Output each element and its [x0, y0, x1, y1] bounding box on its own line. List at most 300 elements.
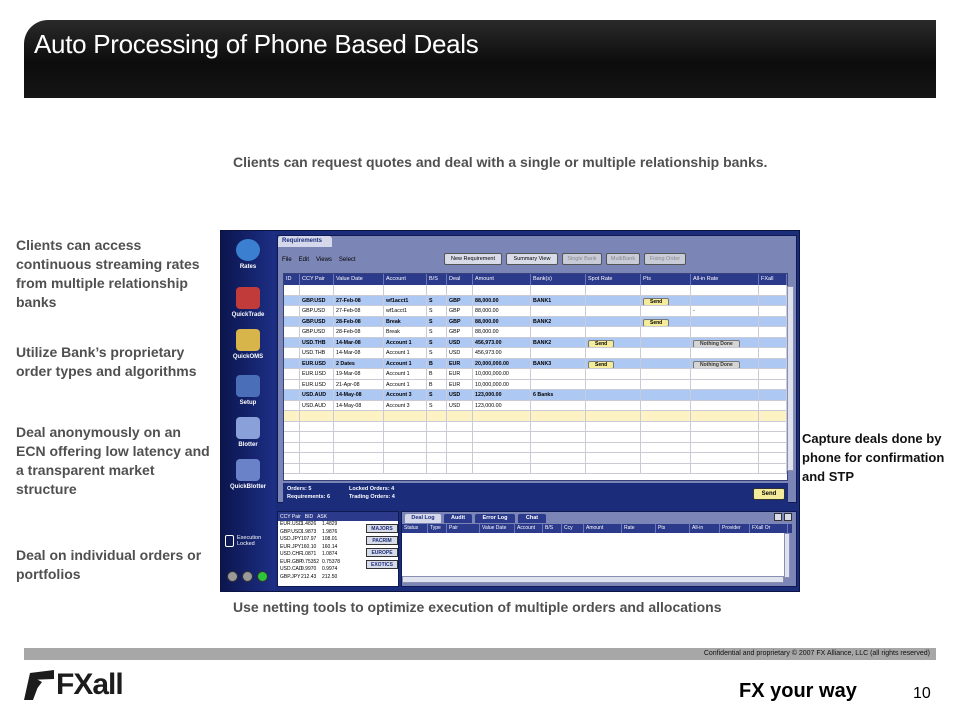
cell-deal [447, 285, 473, 295]
menu-edit[interactable]: Edit [298, 257, 310, 263]
cell-banks: 6 Banks [531, 390, 586, 400]
region-pacrim-button[interactable]: PACRIM [366, 536, 398, 545]
cell-empty [447, 464, 473, 474]
table-row[interactable] [284, 390, 787, 401]
globe-icon [236, 239, 260, 261]
cell-date: 14-Mar-08 [334, 338, 384, 348]
cell-banks [531, 348, 586, 358]
page-number: 10 [913, 685, 931, 702]
cell-pair [300, 285, 334, 295]
nav-rates[interactable]: Rates [221, 239, 275, 270]
table-row[interactable] [284, 411, 787, 422]
menu-select[interactable]: Select [338, 257, 356, 263]
cell-empty [284, 422, 300, 432]
cell-id [284, 390, 300, 400]
cell-empty [759, 443, 787, 453]
cell-empty [427, 464, 447, 474]
cell-amount: 123,000.00 [473, 390, 531, 400]
grid-footer [283, 483, 788, 503]
tab-error-log[interactable]: Error Log [475, 514, 515, 523]
cell-empty [384, 464, 427, 474]
cell-deal: GBP [447, 327, 473, 337]
cell-date: 27-Feb-08 [334, 296, 384, 306]
cell-spot [586, 327, 641, 337]
cell-account: Account 3 [384, 401, 427, 411]
cell-empty [473, 432, 531, 442]
log-col-allin[interactable]: All-in [690, 524, 720, 533]
fxall-logo-text: FXall [56, 668, 123, 701]
cell-empty [300, 422, 334, 432]
cell-spot [586, 380, 641, 390]
rate-ask: 108.01 [322, 536, 338, 542]
cell-date: 14-Mar-08 [334, 348, 384, 358]
orders-count: Orders: 5 [287, 486, 312, 492]
cell-id [284, 401, 300, 411]
cell-spot [586, 338, 641, 348]
cell-date: 21-Apr-08 [334, 380, 384, 390]
cell-empty [447, 432, 473, 442]
cell-empty [427, 422, 447, 432]
cell-amount: 88,000.00 [473, 306, 531, 316]
quicktrade-icon [236, 287, 260, 309]
summary-view-button[interactable]: Summary View [506, 253, 558, 265]
cell-allin: - [691, 306, 759, 316]
cell-allin [691, 369, 759, 379]
cell-pts [641, 359, 691, 369]
cell-fxall [759, 327, 787, 337]
cell-pair: GBP.USD [300, 306, 334, 316]
multibank-button[interactable]: MultiBank [606, 253, 640, 265]
cell-pts [641, 411, 691, 421]
table-row[interactable] [284, 317, 787, 328]
rate-ask: 212.50 [322, 573, 338, 580]
rate-bid: 1.4826 [301, 521, 317, 527]
cell-amount [473, 411, 531, 421]
region-exotics-button[interactable]: EXOTICS [366, 560, 398, 569]
cell-account: Break [384, 327, 427, 337]
caption-bottom: Use netting tools to optimize execution of multiple orders and allocations [233, 599, 722, 615]
cell-empty [586, 422, 641, 432]
cell-id [284, 338, 300, 348]
row-send-button[interactable]: Send [643, 319, 669, 327]
app-nav-sidebar [221, 231, 275, 592]
table-row[interactable] [284, 338, 787, 349]
cell-bs: S [427, 296, 447, 306]
cell-banks: BANK1 [531, 296, 586, 306]
cell-id [284, 296, 300, 306]
cell-pts [641, 296, 691, 306]
cell-date [334, 285, 384, 295]
cell-amount [473, 285, 531, 295]
cell-pts [641, 285, 691, 295]
cell-amount: 88,000.00 [473, 296, 531, 306]
cell-empty [641, 432, 691, 442]
cell-empty [641, 422, 691, 432]
cell-amount: 456,973.00 [473, 348, 531, 358]
cell-allin [691, 338, 759, 348]
cell-id [284, 285, 300, 295]
cell-allin [691, 380, 759, 390]
cell-deal: USD [447, 401, 473, 411]
col-id[interactable]: ID [284, 274, 300, 285]
cell-spot [586, 317, 641, 327]
col-amount[interactable]: Amount [473, 274, 531, 285]
restore-icon[interactable] [774, 513, 782, 521]
deal-log-header [402, 524, 792, 533]
rate-ask: 160.14 [322, 543, 338, 550]
deal-log-panel [401, 511, 797, 587]
tagline: FX your way [739, 680, 857, 702]
cell-account [384, 285, 427, 295]
rate-ask: 0.75378 [322, 558, 341, 565]
requirements-panel [277, 235, 797, 503]
cell-amount: 88,000.00 [473, 317, 531, 327]
col-account[interactable]: Account [384, 274, 427, 285]
cell-bs [427, 411, 447, 421]
cell-banks [531, 327, 586, 337]
menu-views[interactable]: Views [316, 257, 332, 263]
cell-allin [691, 390, 759, 400]
table-row[interactable] [284, 306, 787, 317]
cell-account: Account 1 [384, 369, 427, 379]
cell-amount: 88,000.00 [473, 327, 531, 337]
maximize-icon[interactable] [784, 513, 792, 521]
cell-date: 19-Mar-08 [334, 369, 384, 379]
cell-spot [586, 306, 641, 316]
rate-bid: 1.0871 [301, 551, 317, 557]
col-spot-rate[interactable]: Spot Rate [586, 274, 641, 285]
cell-allin [691, 317, 759, 327]
cell-empty [300, 464, 334, 474]
cell-empty [427, 443, 447, 453]
grid-vertical-scrollbar[interactable] [787, 286, 794, 471]
cell-banks: BANK2 [531, 317, 586, 327]
rate-bid: 0.9970 [301, 566, 317, 572]
cell-account: Break [384, 317, 427, 327]
cell-allin [691, 327, 759, 337]
cell-fxall [759, 338, 787, 348]
cell-empty [300, 443, 334, 453]
cell-amount: 10,000,000.00 [473, 380, 531, 390]
fxall-logo [24, 668, 123, 702]
row-send-button[interactable]: Send [588, 361, 614, 369]
rate-pair: USD.JPY [280, 536, 302, 542]
cell-empty [447, 422, 473, 432]
cell-banks: BANK2 [531, 338, 586, 348]
cell-allin [691, 296, 759, 306]
locked-orders-count: Locked Orders: 4 [349, 486, 395, 492]
rate-pair: EUR.JPY [280, 543, 302, 550]
cell-fxall [759, 359, 787, 369]
cell-date: 28-Feb-08 [334, 317, 384, 327]
cell-fxall [759, 411, 787, 421]
feature-order-types: Utilize Bank’s proprietary order types and algorithms [16, 344, 197, 379]
cell-bs: B [427, 369, 447, 379]
cell-empty [447, 453, 473, 463]
table-row[interactable] [284, 380, 787, 391]
table-row-empty [284, 432, 787, 443]
table-row[interactable] [284, 401, 787, 412]
cell-account: Account 1 [384, 338, 427, 348]
cell-empty [691, 464, 759, 474]
cell-id [284, 411, 300, 421]
cell-pair: EUR.USD [300, 359, 334, 369]
cell-account: Account 1 [384, 359, 427, 369]
table-row-empty [284, 464, 787, 475]
cell-deal: GBP [447, 317, 473, 327]
nav-quickblotter[interactable]: QuickBlotter [221, 459, 275, 490]
cell-empty [284, 464, 300, 474]
menu-file[interactable]: File [282, 257, 292, 263]
cell-account: wf1acct1 [384, 296, 427, 306]
cell-fxall [759, 306, 787, 316]
cell-date: 2 Dates [334, 359, 384, 369]
cell-account: wf1acct1 [384, 306, 427, 316]
log-col-ccy[interactable]: Ccy [562, 524, 584, 533]
execution-lock[interactable]: Execution Locked [225, 535, 275, 547]
cell-pts [641, 380, 691, 390]
cell-pair [300, 411, 334, 421]
cell-pair: USD.THB [300, 338, 334, 348]
status-light-green [257, 571, 268, 582]
cell-fxall [759, 317, 787, 327]
fxall-logo-mark-icon [24, 670, 54, 700]
cell-id [284, 369, 300, 379]
col-pts[interactable]: Pts [641, 274, 691, 285]
caption-top: Clients can request quotes and deal with a single or multiple relationship banks. [233, 154, 768, 170]
cell-id [284, 348, 300, 358]
table-row[interactable] [284, 348, 787, 359]
rate-pair: GBP.JPY [280, 573, 301, 580]
cell-fxall [759, 380, 787, 390]
tab-audit[interactable]: Audit [444, 514, 472, 523]
grid-header [284, 274, 787, 285]
table-row[interactable] [284, 285, 787, 296]
cell-spot [586, 401, 641, 411]
cell-id [284, 359, 300, 369]
cell-spot [586, 359, 641, 369]
cell-pair: EUR.USD [300, 380, 334, 390]
cell-empty [641, 453, 691, 463]
region-majors-button[interactable]: MAJORS [366, 524, 398, 533]
log-col-type[interactable]: Type [428, 524, 447, 533]
cell-id [284, 306, 300, 316]
col-bs[interactable]: B/S [427, 274, 447, 285]
single-bank-button[interactable]: Single Bank [562, 253, 602, 265]
cell-date: 27-Feb-08 [334, 306, 384, 316]
cell-amount: 123,000.00 [473, 401, 531, 411]
table-row[interactable] [284, 327, 787, 338]
cell-fxall [759, 348, 787, 358]
table-row[interactable] [284, 369, 787, 380]
cell-pts [641, 390, 691, 400]
cell-pts [641, 306, 691, 316]
cell-bs: S [427, 348, 447, 358]
rate-pair: USD.CAD [280, 566, 303, 572]
cell-empty [284, 432, 300, 442]
cell-pair: GBP.USD [300, 317, 334, 327]
deal-log-vertical-scrollbar[interactable] [784, 533, 790, 578]
col-banks[interactable]: Bank(s) [531, 274, 586, 285]
cell-empty [384, 422, 427, 432]
log-col-amount[interactable]: Amount [584, 524, 622, 533]
table-row-empty [284, 443, 787, 454]
cell-banks [531, 411, 586, 421]
cell-empty [284, 453, 300, 463]
cell-empty [334, 464, 384, 474]
log-col-value-date[interactable]: Value Date [480, 524, 515, 533]
log-col-pair[interactable]: Pair [447, 524, 480, 533]
nav-quicktrade[interactable]: QuickTrade [221, 287, 275, 318]
cell-pts [641, 401, 691, 411]
col-allin-rate[interactable]: All-in Rate [691, 274, 759, 285]
lock-icon [225, 535, 234, 547]
cell-bs: S [427, 390, 447, 400]
cell-empty [384, 432, 427, 442]
log-col-provider[interactable]: Provider [720, 524, 750, 533]
rate-pair: EUR.USD [280, 521, 303, 527]
log-col-account[interactable]: Account [515, 524, 543, 533]
cell-bs: S [427, 306, 447, 316]
cell-empty [473, 453, 531, 463]
row-send-button[interactable]: Send [643, 298, 669, 306]
rate-pair: GBP.USD [280, 528, 302, 535]
cell-empty [300, 453, 334, 463]
cell-empty [759, 432, 787, 442]
cell-allin [691, 348, 759, 358]
nav-quickoms[interactable]: QuickOMS [221, 329, 275, 360]
cell-account: Account 3 [384, 390, 427, 400]
cell-pts [641, 327, 691, 337]
col-ccy-pair[interactable]: CCY Pair [300, 274, 334, 285]
cell-bs [427, 285, 447, 295]
rate-ask: 1.9876 [322, 528, 338, 535]
row-send-button[interactable]: Send [588, 340, 614, 348]
rate-ask: 1.4829 [322, 521, 338, 527]
cell-deal: USD [447, 390, 473, 400]
col-deal[interactable]: Deal [447, 274, 473, 285]
cell-banks [531, 401, 586, 411]
cell-fxall [759, 369, 787, 379]
tab-chat[interactable]: Chat [518, 514, 546, 523]
nav-setup[interactable]: Setup [221, 375, 275, 406]
cell-empty [691, 453, 759, 463]
cell-amount: 10,000,000.00 [473, 369, 531, 379]
cell-fxall [759, 285, 787, 295]
tab-deal-log[interactable]: Deal Log [405, 514, 441, 523]
cell-bs: S [427, 327, 447, 337]
cell-id [284, 327, 300, 337]
cell-pair: EUR.USD [300, 369, 334, 379]
rate-bid: 0.75352 [301, 558, 320, 565]
col-value-date[interactable]: Value Date [334, 274, 384, 285]
blotter-icon [236, 417, 260, 439]
menu-bar [282, 257, 356, 263]
table-row-empty [284, 453, 787, 464]
cell-bs: S [427, 401, 447, 411]
nothing-done-button[interactable]: Nothing Done [693, 361, 740, 369]
fixing-order-button[interactable]: Fixing Order [644, 253, 686, 265]
cell-deal: EUR [447, 359, 473, 369]
log-col-pts[interactable]: Pts [656, 524, 690, 533]
slide-title: Auto Processing of Phone Based Deals [34, 29, 479, 59]
new-requirement-button[interactable]: New Requirement [444, 253, 502, 265]
cell-id [284, 380, 300, 390]
send-all-button[interactable]: Send [753, 488, 785, 500]
rate-row[interactable] [278, 574, 398, 582]
cell-deal: GBP [447, 296, 473, 306]
cell-empty [300, 432, 334, 442]
cell-spot [586, 296, 641, 306]
cell-bs: B [427, 380, 447, 390]
cell-empty [531, 432, 586, 442]
nothing-done-button[interactable]: Nothing Done [693, 340, 740, 348]
cell-pts [641, 348, 691, 358]
cell-date: 14-May-08 [334, 390, 384, 400]
rates-header: CCY Pair BID ASK [278, 512, 398, 521]
cell-empty [384, 443, 427, 453]
log-window-controls [774, 513, 792, 521]
log-col-fxall-order[interactable]: FXall Or [750, 524, 788, 533]
rate-ask: 1.0874 [322, 551, 338, 557]
trading-orders-count: Trading Orders: 4 [349, 494, 395, 500]
cell-fxall [759, 296, 787, 306]
cell-banks [531, 369, 586, 379]
cell-banks [531, 285, 586, 295]
cell-empty [641, 443, 691, 453]
log-col-rate[interactable]: Rate [622, 524, 656, 533]
cell-allin [691, 285, 759, 295]
cell-deal: USD [447, 338, 473, 348]
tab-requirements[interactable]: Requirements [278, 236, 332, 247]
status-light-grey [227, 571, 238, 582]
table-row-empty [284, 422, 787, 433]
cell-banks [531, 306, 586, 316]
cell-empty [334, 422, 384, 432]
cell-allin [691, 411, 759, 421]
cell-pts [641, 369, 691, 379]
cell-amount: 20,000,000.00 [473, 359, 531, 369]
col-fxall[interactable]: FXall [759, 274, 787, 285]
table-row[interactable] [284, 359, 787, 370]
deal-log-horizontal-scrollbar[interactable] [402, 576, 784, 583]
cell-fxall [759, 401, 787, 411]
rate-bid: 212.43 [301, 573, 317, 580]
cell-empty [759, 422, 787, 432]
nav-blotter[interactable]: Blotter [221, 417, 275, 448]
feature-streaming-rates: Clients can access continuous streaming rates from multiple relationship banks [16, 237, 200, 310]
cell-spot [586, 390, 641, 400]
cell-empty [334, 453, 384, 463]
cell-id [284, 317, 300, 327]
cell-banks [531, 380, 586, 390]
region-europe-button[interactable]: EUROPE [366, 548, 398, 557]
cell-empty [284, 443, 300, 453]
cell-allin [691, 401, 759, 411]
quickoms-icon [236, 329, 260, 351]
setup-icon [236, 375, 260, 397]
cell-spot [586, 369, 641, 379]
cell-empty [447, 443, 473, 453]
table-row[interactable] [284, 296, 787, 307]
requirements-grid [283, 273, 788, 481]
cell-empty [691, 432, 759, 442]
grid-body [284, 285, 787, 474]
log-col-status[interactable]: Status [402, 524, 428, 533]
status-lights [227, 571, 268, 582]
log-col-bs[interactable]: B/S [543, 524, 562, 533]
feature-portfolios: Deal on individual orders or portfolios [16, 547, 202, 582]
